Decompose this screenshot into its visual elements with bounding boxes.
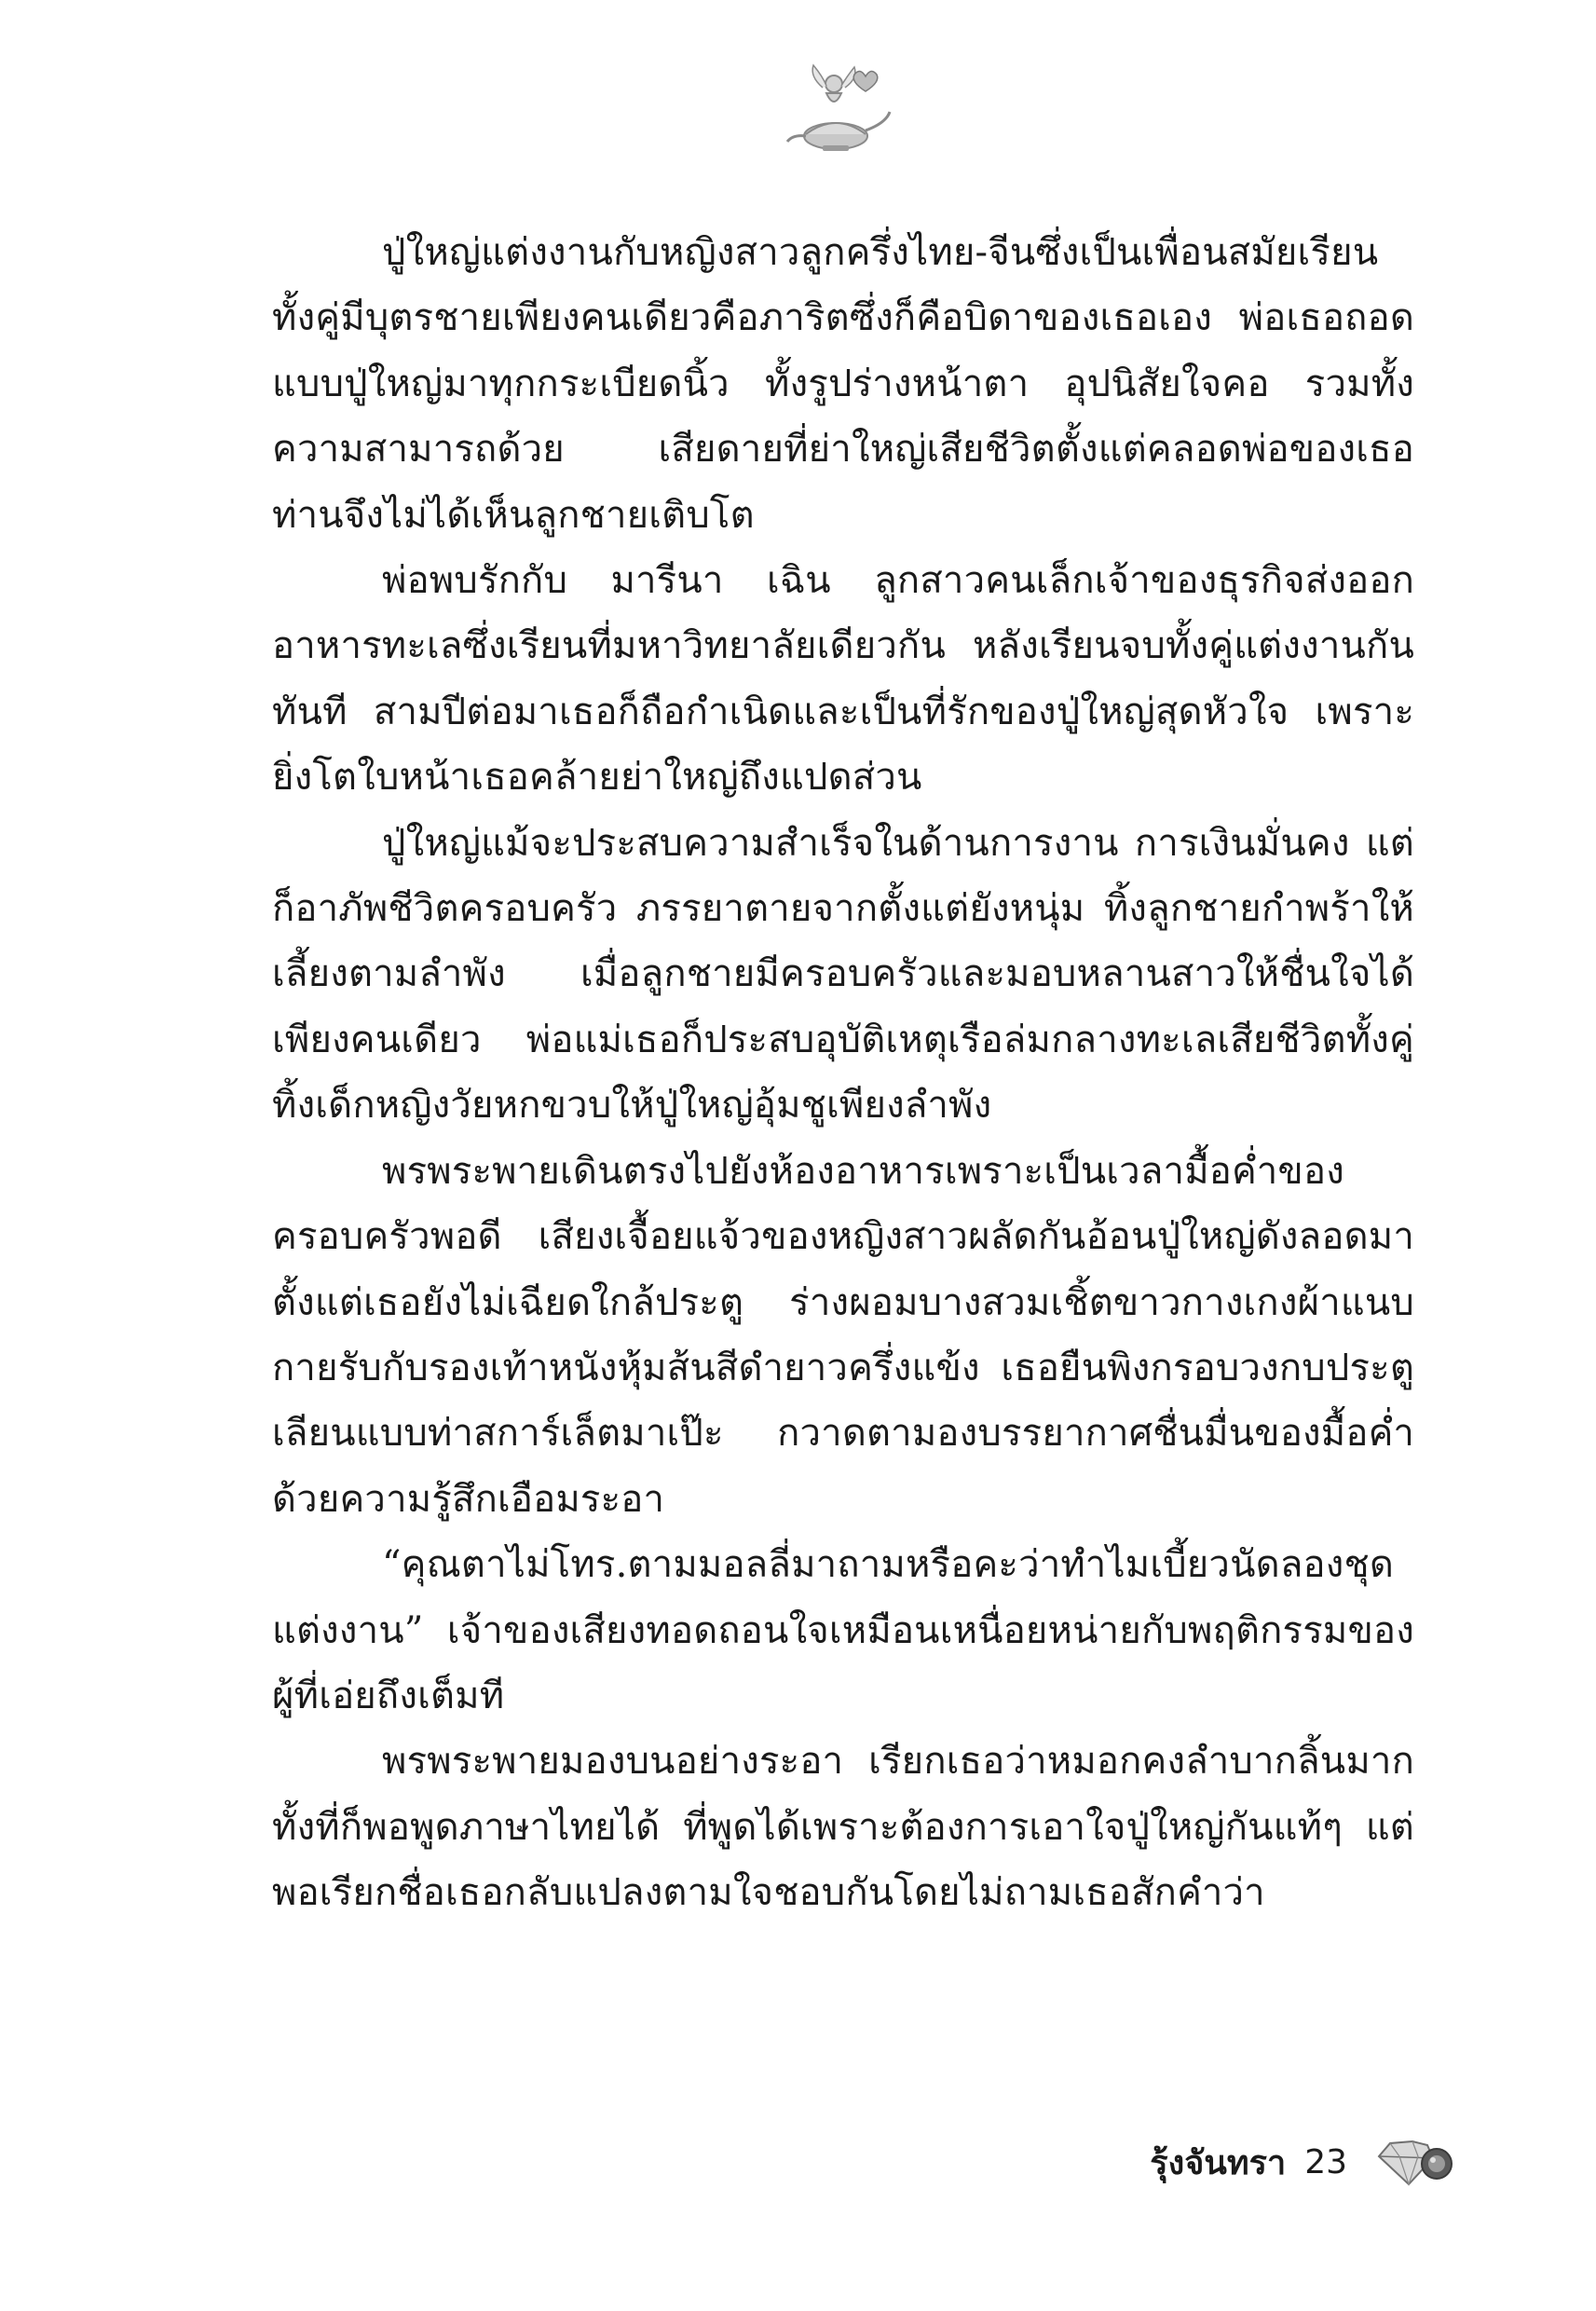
- cupid-teapot-ornament-icon: [769, 56, 899, 158]
- paragraph: ปู่ใหญ่แม้จะประสบความสำเร็จในด้านการงาน การเงินมั่นคง แต่ก็อาภัพชีวิตครอบครัว ภรรยาตายจากตั้งแต่ยังหนุ่ม ทิ้งลูกชายกำพร้าให้เลี้ยงตามลำพัง เมื่อลูกชายมีครอบครัวและมอบหลานสาวให้ชื่นใจได้เพียงคนเดียว พ่อแม่เธอก็ประสบอุบัติเหตุเรือล่มกลางทะเลเสียชีวิตทั้งคู่ ทิ้งเด็กหญิงวัยหกขวบให้ปู่ใหญ่อุ้มชูเพียงลำพัง: [272, 821, 1414, 1128]
- book-title: รุ้งจันทรา: [1150, 2143, 1287, 2182]
- page-footer: [1025, 2134, 1453, 2190]
- paragraph: “คุณตาไม่โทร.ตามมอลลี่มาถามหรือคะว่าทำไมเบี้ยวนัดลองชุดแต่งงาน” เจ้าของเสียงทอดถอนใจเหมือนเหนื่อยหน่ายกับพฤติกรรมของผู้ที่เอ่ยถึงเต็มที: [272, 1543, 1414, 1717]
- paragraph: ปู่ใหญ่แต่งงานกับหญิงสาวลูกครึ่งไทย-จีนซึ่งเป็นเพื่อนสมัยเรียน ทั้งคู่มีบุตรชายเพียงคนเดียวคือภาริตซึ่งก็คือบิดาของเธอเอง พ่อเธอถอดแบบปู่ใหญ่มาทุกกระเบียดนิ้ว ทั้งรูปร่างหน้าตา อุปนิสัยใจคอ รวมทั้งความสามารถด้วย เสียดายที่ย่าใหญ่เสียชีวิตตั้งแต่คลอดพ่อของเธอ ท่านจึงไม่ได้เห็นลูกชายเติบโต: [272, 231, 1414, 537]
- body-text: [272, 220, 1414, 1926]
- paragraph: พรพระพายเดินตรงไปยังห้องอาหารเพราะเป็นเวลามื้อค่ำของครอบครัวพอดี เสียงเจื้อยแจ้วของหญิงสาวผลัดกันอ้อนปู่ใหญ่ดังลอดมาตั้งแต่เธอยังไม่เฉียดใกล้ประตู ร่างผอมบางสวมเชิ้ตขาวกางเกงผ้าแนบกายรับกับรองเท้าหนังหุ้มส้นสีดำยาวครึ่งแข้ง เธอยืนพิงกรอบวงกบประตูเลียนแบบท่าสการ์เล็ตมาเป๊ะ กวาดตามองบรรยากาศชื่นมื่นของมื้อค่ำด้วยความรู้สึกเอือมระอา: [272, 1149, 1414, 1521]
- paragraph: พรพระพายมองบนอย่างระอา เรียกเธอว่าหมอกคงลำบากลิ้นมาก ทั้งที่ก็พอพูดภาษาไทยได้ ที่พูดได้เพราะต้องการเอาใจปู่ใหญ่กันแท้ๆ แต่พอเรียกชื่อเธอกลับแปลงตามใจชอบกันโดยไม่ถามเธอสักคำว่า: [272, 1740, 1414, 1915]
- paragraph: พ่อพบรักกับ มารีนา เฉิน ลูกสาวคนเล็กเจ้าของธุรกิจส่งออกอาหารทะเลซึ่งเรียนที่มหาวิทยาลัยเดียวกัน หลังเรียนจบทั้งคู่แต่งงานกันทันที สามปีต่อมาเธอก็ถือกำเนิดและเป็นที่รักของปู่ใหญ่สุดหัวใจ เพราะยิ่งโตใบหน้าเธอคล้ายย่าใหญ่ถึงแปดส่วน: [272, 559, 1414, 800]
- page-number: 23: [1304, 2142, 1347, 2181]
- diamond-gem-icon: [1371, 2136, 1453, 2188]
